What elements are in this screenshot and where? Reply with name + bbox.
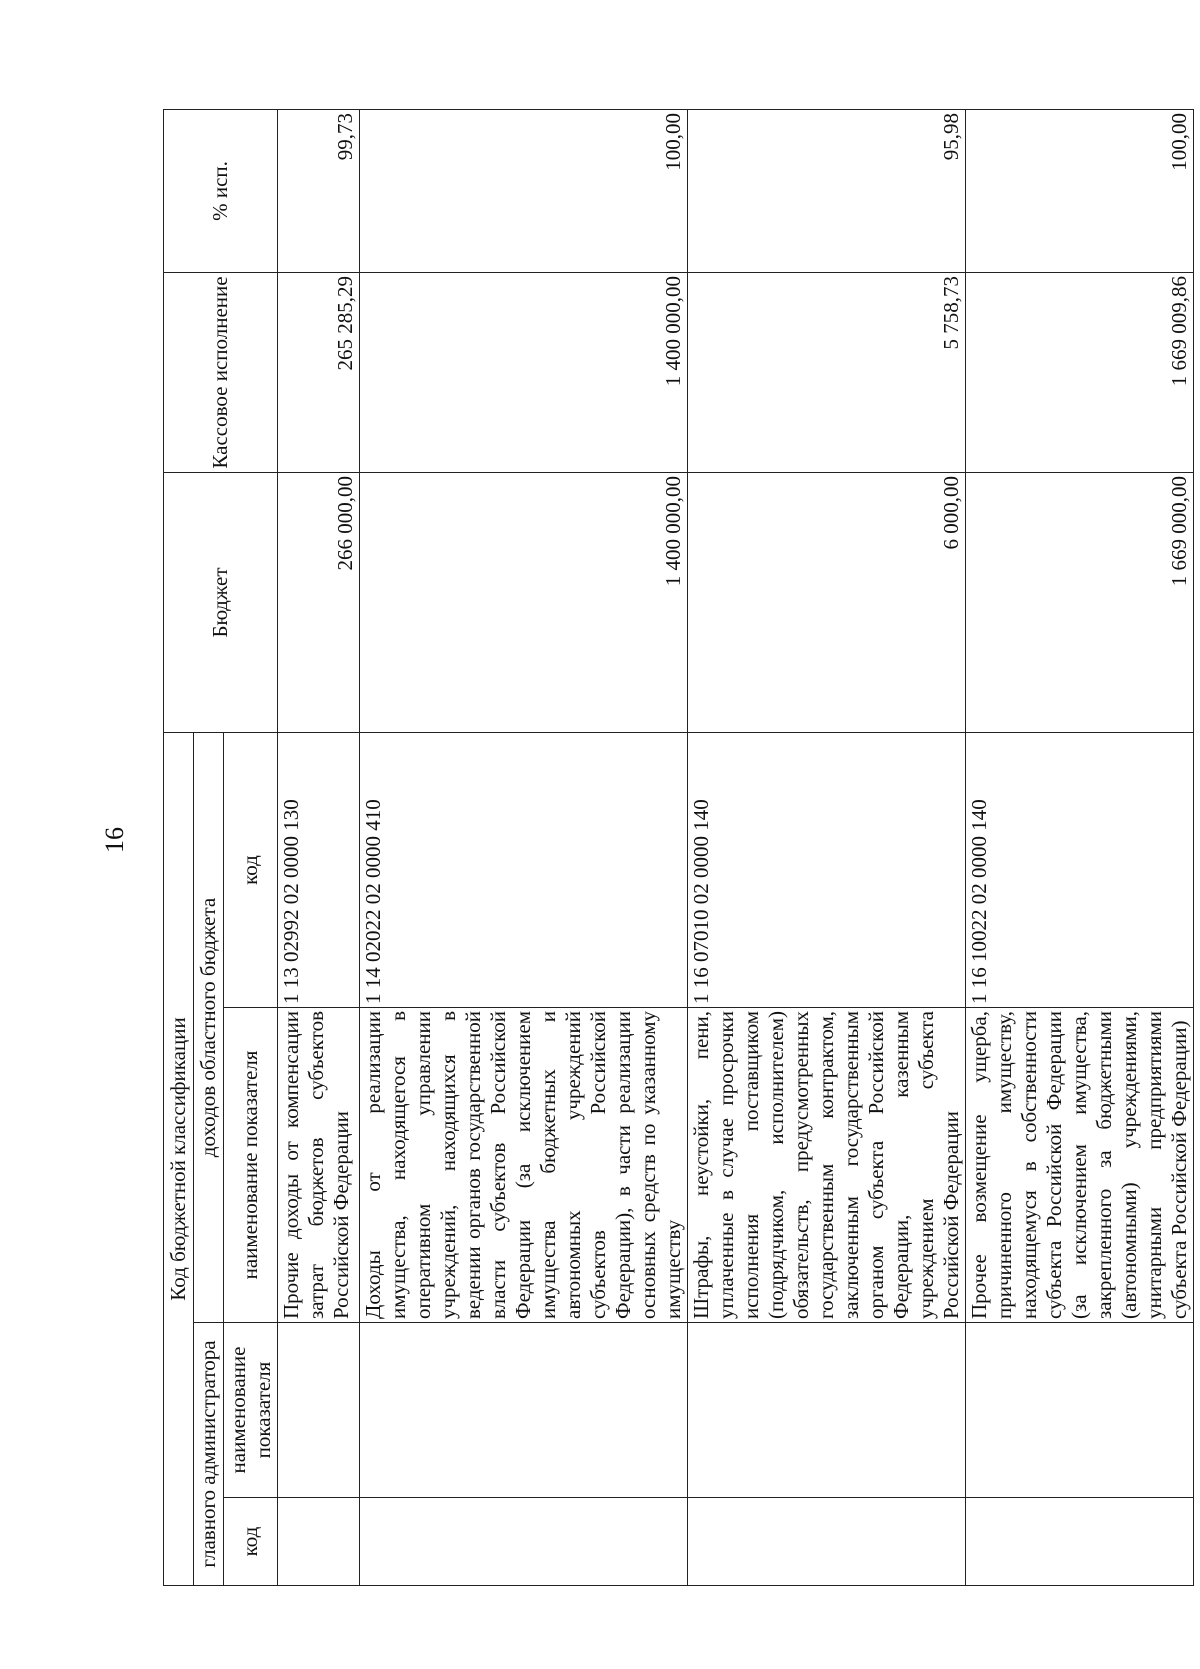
admin-name-cell [688,1323,966,1498]
table-row [688,109,966,1585]
percent-cell: 100,00 [360,109,688,272]
budget-cell: 1 669 000,00 [966,472,1194,732]
header-regional-income: доходов областного бюджета [194,732,224,1322]
admin-code-cell [278,1498,360,1586]
header-percent: % исп. [164,109,278,272]
header-chief-admin: главного администратора [194,1323,224,1586]
header-income-name: наименование показателя [224,1008,278,1323]
admin-code-cell [688,1498,966,1586]
budget-cell: 6 000,00 [688,472,966,732]
table-row [966,109,1194,1585]
header-cash: Кассовое исполнение [164,272,278,472]
admin-name-cell [966,1323,1194,1498]
budget-table [163,109,1194,1586]
cash-cell: 265 285,29 [278,272,360,472]
percent-cell: 95,98 [688,109,966,272]
table-row [278,109,360,1585]
percent-cell: 99,73 [278,109,360,272]
cash-cell: 5 758,73 [688,272,966,472]
income-code-cell: 1 16 10022 02 0000 140 [966,732,1194,1007]
header-admin-name: наименование показателя [224,1323,278,1498]
income-code-cell: 1 16 07010 02 0000 140 [688,732,966,1007]
admin-name-cell [360,1323,688,1498]
cash-cell: 1 669 009,86 [966,272,1194,472]
income-code-cell: 1 14 02022 02 0000 410 [360,732,688,1007]
header-income-code: код [224,732,278,1007]
rotated-table-container [163,110,1191,1586]
income-name-cell: Штрафы, неустойки, пени, уплаченные в случае просрочки исполнения поставщиком (подрядчиком, исполнителем) обязательств, предусмотренных государственным контрактом, заключенным государственным органом субъекта Российской Федерации, казенным учреждением субъекта Российской Федерации [688,1008,966,1323]
table-row [360,109,688,1585]
admin-code-cell [360,1498,688,1586]
cash-cell: 1 400 000,00 [360,272,688,472]
header-budget: Бюджет [164,472,278,732]
page-number: 16 [100,827,129,853]
percent-cell: 100,00 [966,109,1194,272]
header-row-1 [164,109,194,1585]
header-admin-code: код [224,1498,278,1586]
budget-cell: 266 000,00 [278,472,360,732]
budget-cell: 1 400 000,00 [360,472,688,732]
income-code-cell: 1 13 02992 02 0000 130 [278,732,360,1007]
admin-name-cell [278,1323,360,1498]
admin-code-cell [966,1498,1194,1586]
income-name-cell: Прочие доходы от компенсации затрат бюджетов субъектов Российской Федерации [278,1008,360,1323]
income-name-cell: Прочее возмещение ущерба, причиненного имуществу, находящемуся в собственности субъекта Российской Федерации (за исключением имущества, закрепленного за бюджетными (автономными) учреждениями, унитарными предприятиями субъекта Российской Федерации) [966,1008,1194,1323]
income-name-cell: Доходы от реализации имущества, находящегося в оперативном управлении учреждений, находящихся в ведении органов государственной власти субъектов Российской Федерации (за исключением имущества бюджетных и автономных учреждений субъектов Российской Федерации), в части реализации основных средств по указанному имуществу [360,1008,688,1323]
header-classification: Код бюджетной классификации [164,732,194,1585]
